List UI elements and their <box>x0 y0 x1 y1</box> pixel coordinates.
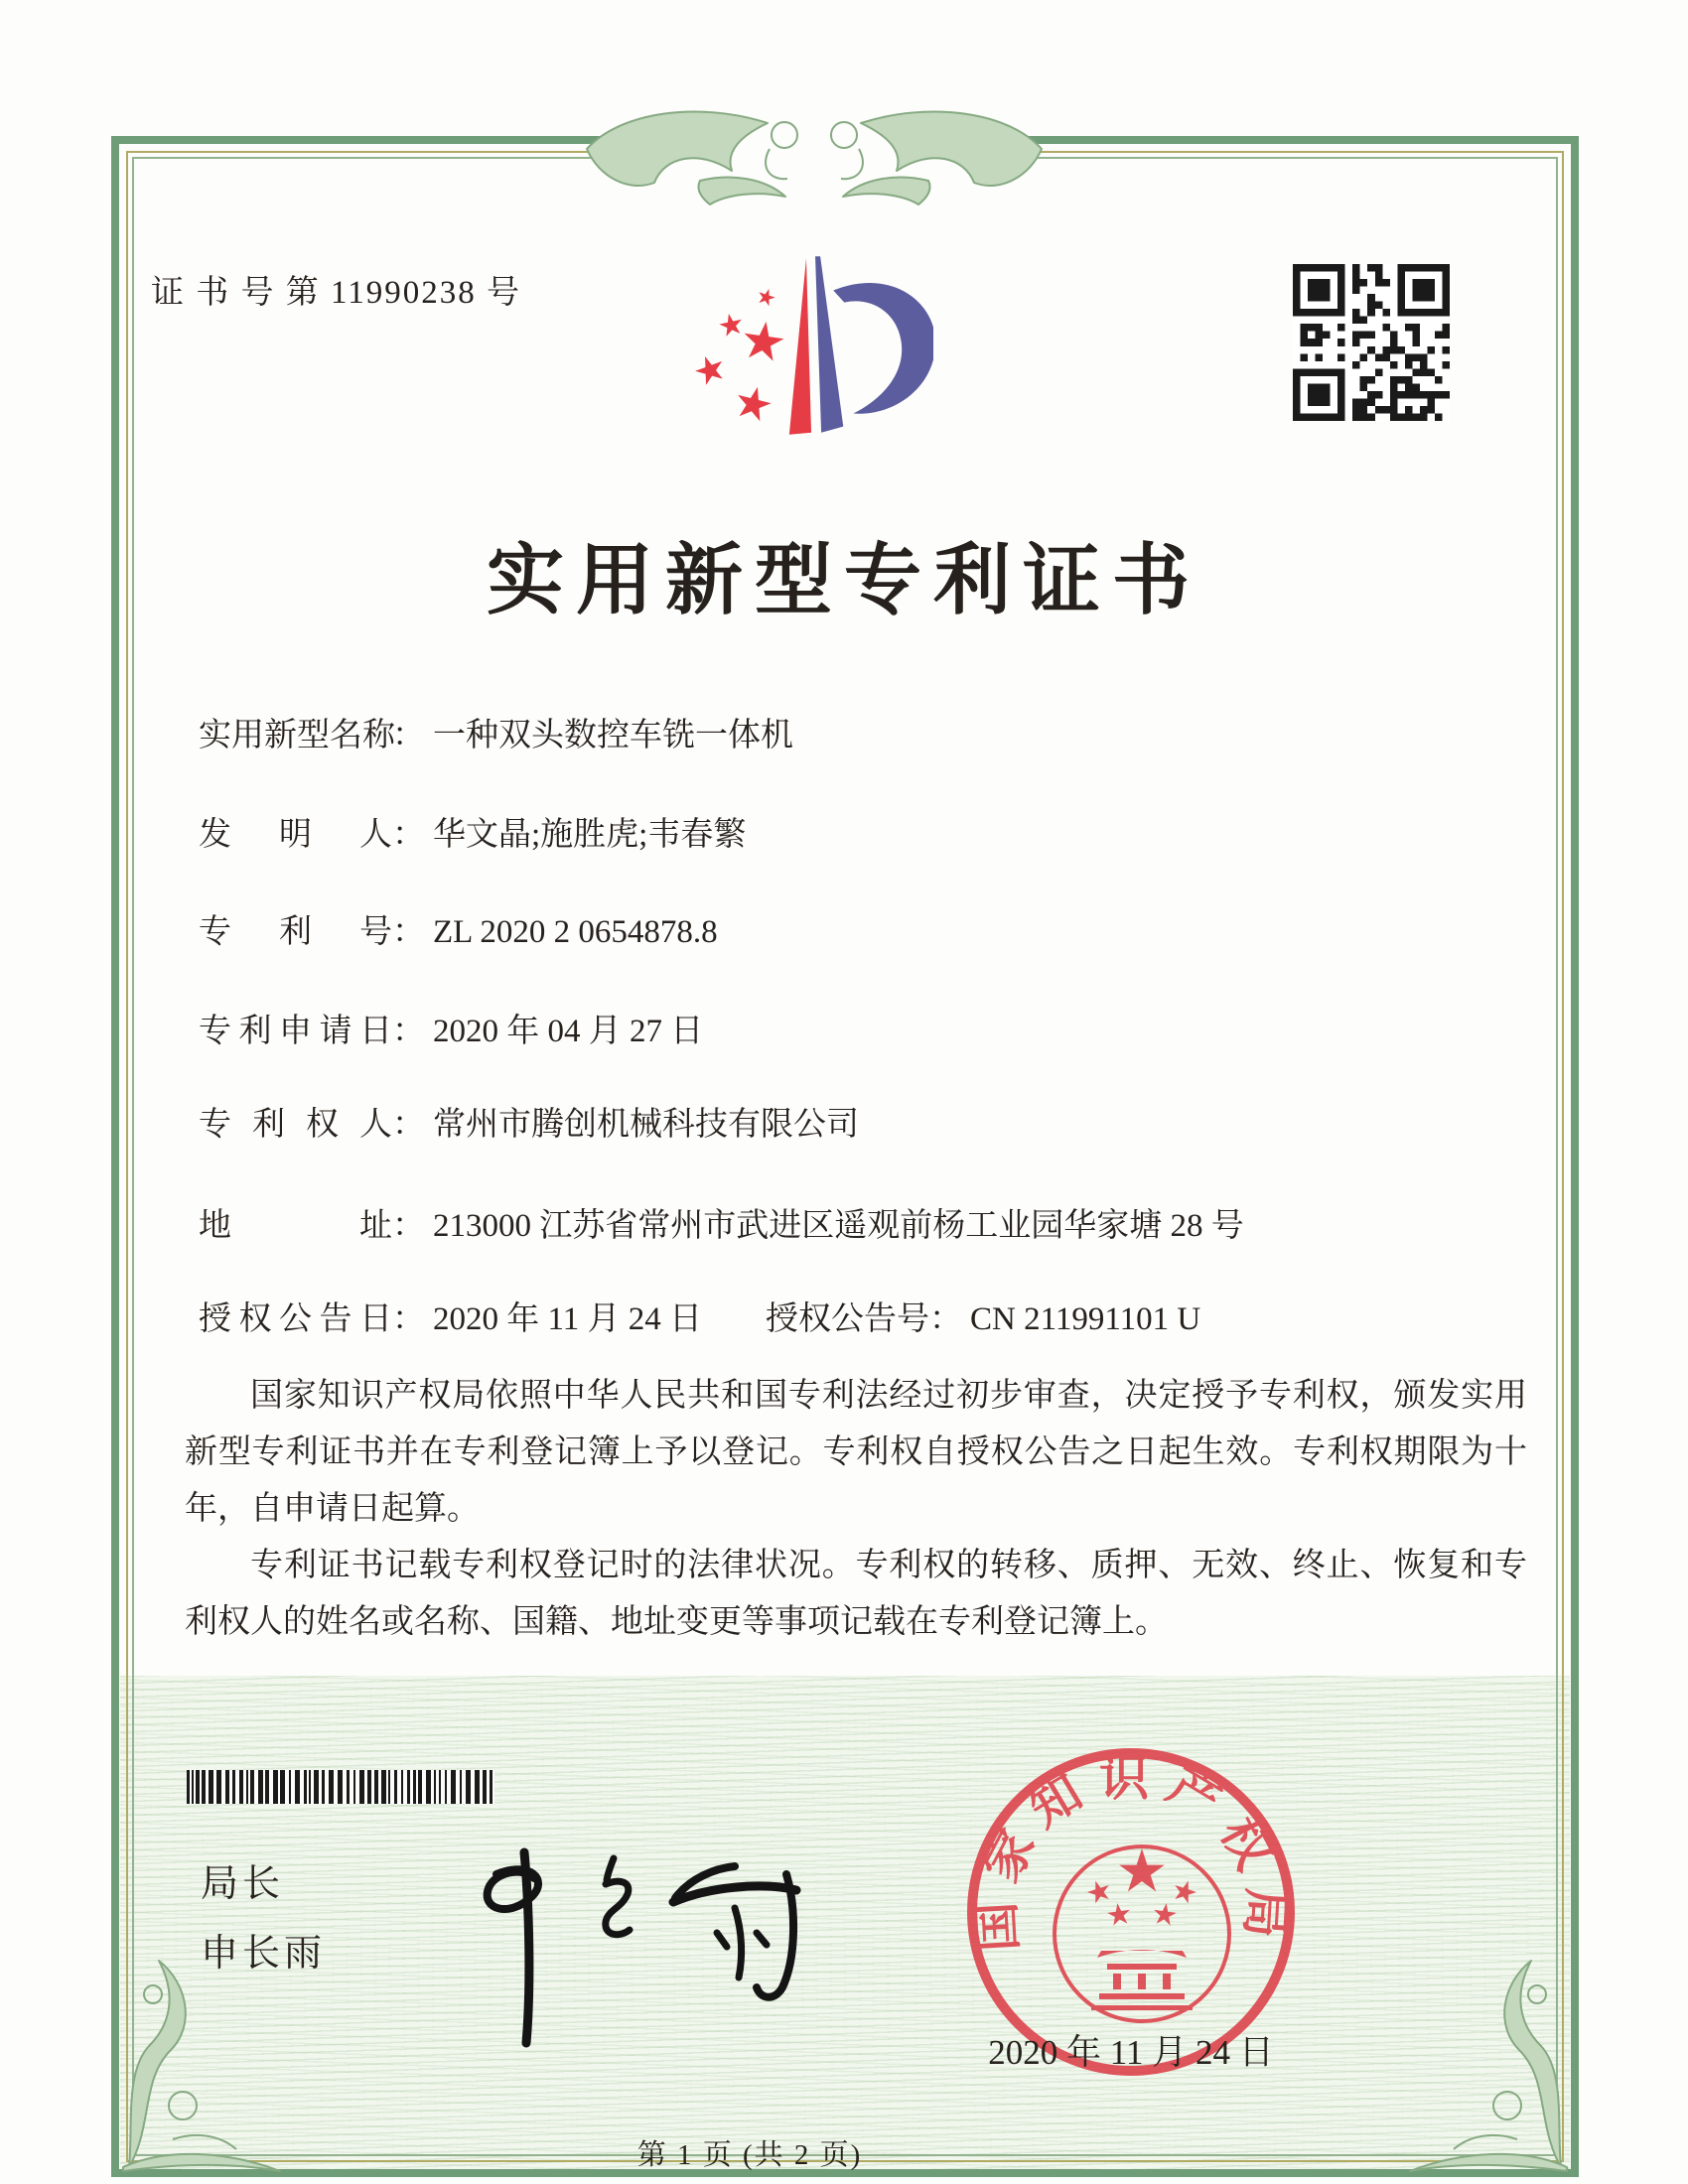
barcode-icon <box>187 1770 494 1804</box>
field-value: ZL 2020 2 0654878.8 <box>433 914 718 950</box>
field-application-date: 专利申请日： 2020 年 04 月 27 日 <box>199 1005 703 1051</box>
field-grant-date-and-number: 授权公告日： 2020 年 11 月 24 日 授权公告号： CN 211991101 U <box>199 1293 1200 1339</box>
field-patentee: 专利权人： 常州市腾创机械科技有限公司 <box>199 1098 859 1145</box>
page-number-footer: 第 1 页 (共 2 页) <box>636 2139 863 2171</box>
qr-code-icon <box>1293 264 1450 421</box>
field-label: 授权公告号 <box>766 1301 930 1337</box>
field-value: 一种双头数控车铣一体机 <box>433 718 793 753</box>
certificate-title: 实用新型专利证书 <box>486 537 1201 623</box>
field-label: 专利申请日 <box>199 1014 392 1049</box>
bottom-right-flourish-ornament <box>1398 1911 1577 2174</box>
national-emblem <box>1055 1846 1229 2021</box>
field-address: 地址： 213000 江苏省常州市武进区遥观前杨工业园华家塘 28 号 <box>199 1199 1244 1246</box>
field-value: 213000 江苏省常州市武进区遥观前杨工业园华家塘 28 号 <box>433 1208 1244 1244</box>
field-value: 2020 年 11 月 24 日 <box>433 1301 703 1337</box>
field-patent-number: 专利号： ZL 2020 2 0654878.8 <box>199 905 718 952</box>
seal-date: 2020 年 11 月 24 日 <box>988 2033 1274 2072</box>
top-flourish-ornament <box>581 91 1048 210</box>
guilloche-background <box>120 1676 1570 2170</box>
field-label: 专利号 <box>199 914 392 950</box>
legal-text-block <box>185 1368 1527 1651</box>
cnipa-logo-icon <box>683 248 933 443</box>
signature-shen-changyu-icon <box>437 1837 814 2060</box>
legal-paragraph: 国家知识产权局依照中华人民共和国专利法经过初步审查，决定授予专利权，颁发实用新型专利证书并在专利登记簿上予以登记。专利权自授权公告之日起生效。专利权期限为十年，自申请日起算。 <box>185 1378 1527 1527</box>
field-value: 华文晶;施胜虎;韦春繁 <box>433 817 747 853</box>
field-label: 地址 <box>199 1208 392 1244</box>
legal-paragraph: 专利证书记载专利权登记时的法律状况。专利权的转移、质押、无效、终止、恢复和专利权人的姓名或名称、国籍、地址变更等事项记载在专利登记簿上。 <box>185 1548 1527 1640</box>
commissioner-name: 申长雨 <box>201 1933 327 1975</box>
svg-text:国家知识产权局 <box>967 1750 1294 1953</box>
field-value: 常州市腾创机械科技有限公司 <box>433 1107 859 1143</box>
field-label: 授权公告日 <box>199 1301 392 1337</box>
field-inventors: 发明人： 华文晶;施胜虎;韦春繁 <box>199 808 746 855</box>
field-value: CN 211991101 U <box>970 1301 1201 1337</box>
field-label: 发明人 <box>199 817 392 853</box>
certificate-number: 证 书 号 第 11990238 号 <box>151 275 522 311</box>
field-label: 实用新型名称 <box>199 718 395 753</box>
field-utility-model-name: 实用新型名称： 一种双头数控车铣一体机 <box>199 709 793 755</box>
field-value: 2020 年 04 月 27 日 <box>433 1014 704 1049</box>
field-label: 专利权人 <box>199 1107 392 1143</box>
grant-number-group: 授权公告号： CN 211991101 U <box>766 1301 1201 1337</box>
seal-text: 国家知识产权局 <box>967 1750 1295 1954</box>
commissioner-title: 局长 <box>201 1863 285 1905</box>
